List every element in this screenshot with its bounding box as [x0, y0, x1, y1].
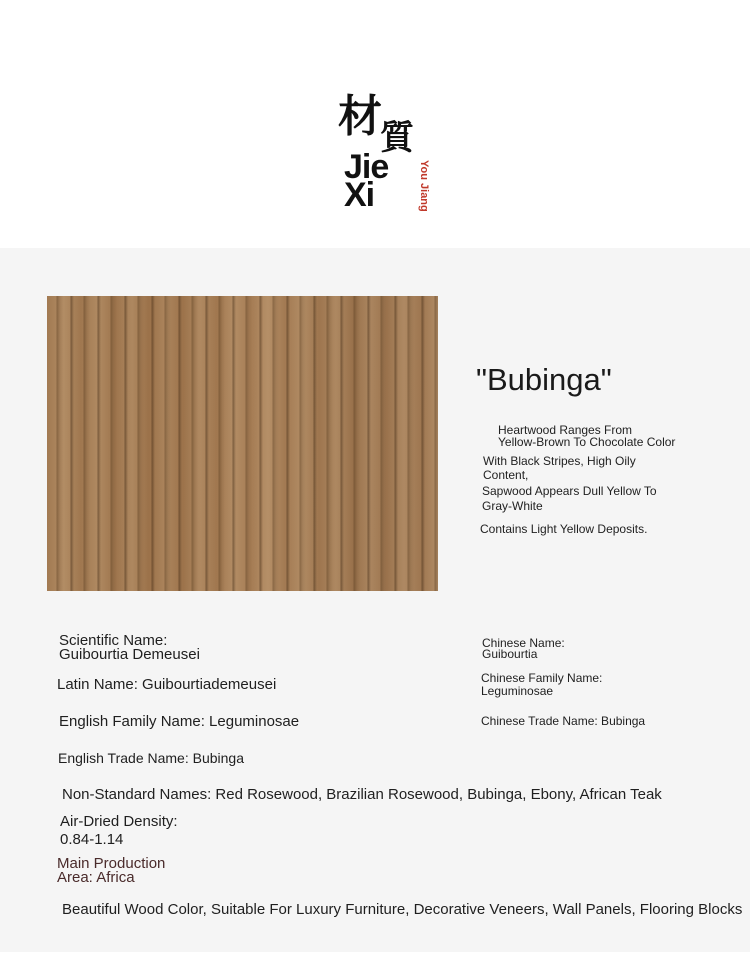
latin-name: Latin Name: Guibourtiademeusei	[57, 676, 277, 693]
logo-word-jie: Jie	[344, 148, 389, 186]
density-value: 0.84-1.14	[60, 831, 124, 848]
usage-description: Beautiful Wood Color, Suitable For Luxury Furniture, Decorative Veneers, Wall Panels, Flooring Blocks	[62, 902, 743, 918]
density-label: Air-Dried Density:	[60, 813, 178, 830]
scientific-name-label: Scientific Name:	[59, 632, 168, 649]
product-description-line-3: With Black Stripes, High Oily	[483, 454, 636, 468]
header	[0, 0, 750, 248]
chinese-name-label: Chinese Name:	[482, 636, 565, 650]
production-value: Area: Africa	[57, 869, 135, 886]
scientific-name-value: Guibourtia Demeusei	[59, 646, 200, 663]
footer-strip	[0, 952, 750, 976]
wood-sample-image	[47, 296, 438, 591]
production-label: Main Production	[57, 855, 166, 872]
non-standard-names: Non-Standard Names: Red Rosewood, Brazilian Rosewood, Bubinga, Ebony, African Teak	[62, 786, 662, 803]
brand-logo	[336, 80, 446, 220]
chinese-trade-name: Chinese Trade Name: Bubinga	[481, 714, 646, 728]
product-description-line-1: Heartwood Ranges From	[498, 423, 633, 437]
chinese-name-value: Guibourtia	[482, 647, 538, 661]
logo-cjk-char-2: 質	[380, 118, 414, 158]
product-description-line-6: Gray-White	[482, 499, 543, 513]
chinese-family-value: Leguminosae	[481, 684, 554, 698]
logo-vertical-text: You Jiang	[418, 160, 430, 212]
english-trade-name: English Trade Name: Bubinga	[58, 750, 244, 766]
chinese-family-label: Chinese Family Name:	[481, 671, 603, 685]
product-description-line-2: Yellow-Brown To Chocolate Color	[498, 435, 676, 449]
logo-cjk-char-1: 材	[338, 91, 380, 142]
product-description-line-7: Contains Light Yellow Deposits.	[480, 522, 648, 536]
product-description-line-4: Content,	[483, 468, 529, 482]
product-description-line-5: Sapwood Appears Dull Yellow To	[482, 484, 657, 498]
english-family-name: English Family Name: Leguminosae	[59, 713, 300, 730]
logo-word-xi: Xi	[344, 176, 375, 214]
product-title: "Bubinga"	[476, 362, 612, 397]
